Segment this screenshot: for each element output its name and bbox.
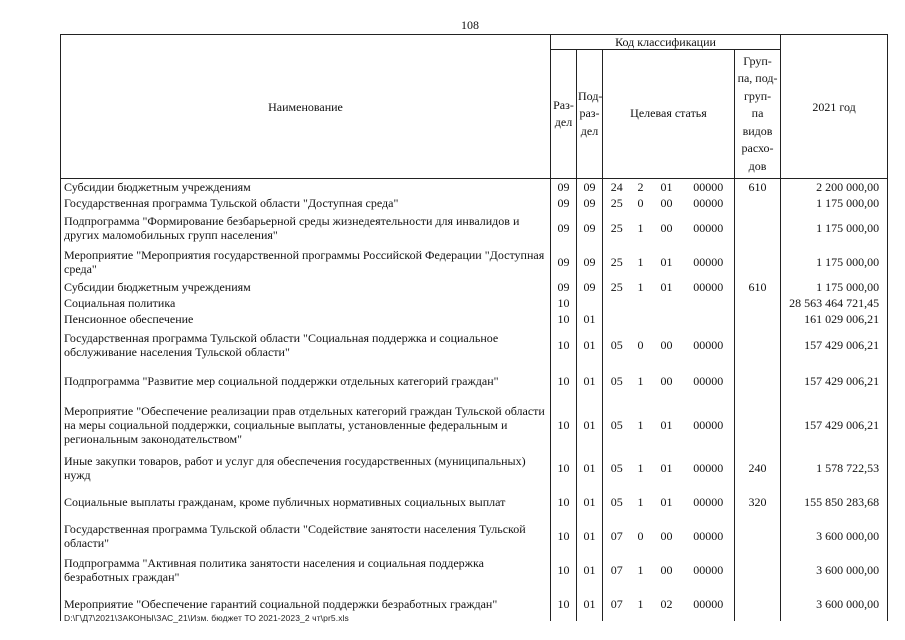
row-podrazdel: 01 <box>577 311 603 327</box>
row-cs-program: 07 <box>610 596 623 611</box>
row-podrazdel: 09 <box>577 211 603 245</box>
row-cs-direction: 00000 <box>693 254 724 269</box>
row-vid-rashodov <box>735 587 781 621</box>
row-podrazdel: 01 <box>577 553 603 587</box>
row-razdel: 09 <box>551 245 577 279</box>
row-amount: 1 578 722,53 <box>781 451 888 485</box>
row-vid-rashodov <box>735 327 781 363</box>
row-cs-subprogram: 1 <box>637 417 644 432</box>
row-razdel: 10 <box>551 451 577 485</box>
row-cs-direction: 00000 <box>693 337 724 352</box>
row-vid-rashodov <box>735 311 781 327</box>
table-row <box>61 195 888 211</box>
table-row <box>61 399 888 451</box>
row-razdel: 10 <box>551 587 577 621</box>
row-cs-program: 24 <box>610 179 623 194</box>
row-cs-program: 05 <box>610 494 623 509</box>
row-cs-program: 05 <box>610 417 623 432</box>
row-cs-subprogram: 1 <box>637 220 644 235</box>
row-podrazdel: 01 <box>577 519 603 553</box>
table-row <box>61 245 888 279</box>
table-body <box>61 179 888 621</box>
table-row <box>61 451 888 485</box>
row-cs-program: 25 <box>610 254 623 269</box>
row-name: Мероприятие "Обеспечение гарантий социальной поддержки безработных граждан" <box>61 587 551 621</box>
row-cs-direction: 00000 <box>693 460 724 475</box>
row-amount: 1 175 000,00 <box>781 211 888 245</box>
row-cs-subprogram: 1 <box>637 596 644 611</box>
row-cs-event: 00 <box>660 373 673 388</box>
header-razdel: Раз- дел <box>551 50 577 179</box>
footer-file-path: D:\Г\Д7\2021\ЗАКОНЫ\ЗАС_21\Изм. бюджет ТО 2021-2023_2 чт\pr5.xls <box>64 613 349 623</box>
row-cs-event: 00 <box>660 562 673 577</box>
header-podrazdel: Под- раз- дел <box>577 50 603 179</box>
row-razdel: 10 <box>551 295 577 311</box>
row-vid-rashodov: 610 <box>735 279 781 295</box>
table-row <box>61 363 888 399</box>
row-vid-rashodov <box>735 363 781 399</box>
table-row <box>61 485 888 519</box>
row-cs-event <box>651 311 683 327</box>
row-cs-subprogram: 1 <box>637 494 644 509</box>
row-cs-direction <box>683 295 735 311</box>
row-cs-subprogram: 1 <box>637 279 644 294</box>
row-razdel: 10 <box>551 327 577 363</box>
row-cs-subprogram: 0 <box>637 528 644 543</box>
row-amount: 3 600 000,00 <box>781 519 888 553</box>
row-vid-rashodov <box>735 211 781 245</box>
table-row <box>61 553 888 587</box>
row-cs-direction: 00000 <box>693 596 724 611</box>
row-name: Подпрограмма "Активная политика занятости населения и социальная поддержка безработных граждан" <box>61 553 551 587</box>
row-amount: 157 429 006,21 <box>781 399 888 451</box>
row-cs-subprogram: 0 <box>637 337 644 352</box>
row-podrazdel: 01 <box>577 363 603 399</box>
row-name: Иные закупки товаров, работ и услуг для обеспечения государственных (муниципальных) нужд <box>61 451 551 485</box>
row-cs-program: 07 <box>610 562 623 577</box>
row-name: Пенсионное обеспечение <box>61 311 551 327</box>
row-podrazdel <box>577 295 603 311</box>
row-razdel: 10 <box>551 553 577 587</box>
row-cs-program: 05 <box>610 337 623 352</box>
table-row <box>61 179 888 195</box>
row-name: Субсидии бюджетным учреждениям <box>61 179 551 195</box>
row-name: Государственная программа Тульской области "Социальная поддержка и социальное обслуживание населения Тульской области" <box>61 327 551 363</box>
row-amount: 1 175 000,00 <box>781 245 888 279</box>
row-cs-direction: 00000 <box>693 417 724 432</box>
row-podrazdel: 09 <box>577 179 603 195</box>
row-cs-subprogram: 1 <box>637 460 644 475</box>
row-vid-rashodov: 610 <box>735 179 781 195</box>
row-cs-event: 00 <box>660 528 673 543</box>
row-cs-subprogram: 2 <box>637 179 644 194</box>
row-cs-program <box>603 295 631 311</box>
row-razdel: 10 <box>551 399 577 451</box>
row-amount: 28 563 464 721,45 <box>781 295 888 311</box>
row-razdel: 09 <box>551 195 577 211</box>
row-podrazdel: 09 <box>577 195 603 211</box>
row-podrazdel: 01 <box>577 587 603 621</box>
table-header <box>61 35 888 179</box>
row-vid-rashodov <box>735 519 781 553</box>
row-name: Мероприятие "Обеспечение реализации прав отдельных категорий граждан Тульской области на меры социальной поддержки, социальные выплаты, установленные федеральным и региональным законодательством" <box>61 399 551 451</box>
row-cs-event: 00 <box>660 195 673 210</box>
table-row <box>61 279 888 295</box>
row-cs-program: 05 <box>610 460 623 475</box>
table-row <box>61 327 888 363</box>
row-cs-direction <box>683 311 735 327</box>
row-amount: 2 200 000,00 <box>781 179 888 195</box>
row-cs-direction: 00000 <box>693 528 724 543</box>
row-amount: 157 429 006,21 <box>781 363 888 399</box>
row-podrazdel: 09 <box>577 245 603 279</box>
row-amount: 157 429 006,21 <box>781 327 888 363</box>
row-cs-subprogram <box>631 295 651 311</box>
row-cs-program: 07 <box>610 528 623 543</box>
row-cs-event: 01 <box>660 179 673 194</box>
row-cs-event: 01 <box>660 460 673 475</box>
row-vid-rashodov: 240 <box>735 451 781 485</box>
row-cs-direction: 00000 <box>693 562 724 577</box>
row-cs-subprogram: 1 <box>637 562 644 577</box>
row-cs-program: 25 <box>610 220 623 235</box>
row-cs-direction: 00000 <box>693 279 724 294</box>
table-row <box>61 519 888 553</box>
row-cs-direction: 00000 <box>693 179 724 194</box>
page-number: 108 <box>461 18 479 32</box>
row-razdel: 09 <box>551 179 577 195</box>
row-vid-rashodov <box>735 245 781 279</box>
row-name: Социальные выплаты гражданам, кроме публичных нормативных социальных выплат <box>61 485 551 519</box>
row-cs-event <box>651 295 683 311</box>
table-row <box>61 311 888 327</box>
row-cs-event: 01 <box>660 279 673 294</box>
row-cs-event: 01 <box>660 254 673 269</box>
row-cs-event: 00 <box>660 220 673 235</box>
row-vid-rashodov <box>735 553 781 587</box>
row-amount: 3 600 000,00 <box>781 553 888 587</box>
row-cs-event: 02 <box>660 596 673 611</box>
header-gruppa: Груп- па, под- груп- па видов расхо- дов <box>735 50 781 179</box>
row-razdel: 09 <box>551 279 577 295</box>
row-cs-event: 00 <box>660 337 673 352</box>
row-cs-subprogram: 1 <box>637 373 644 388</box>
row-amount: 1 175 000,00 <box>781 195 888 211</box>
row-cs-event: 01 <box>660 417 673 432</box>
row-amount: 1 175 000,00 <box>781 279 888 295</box>
row-podrazdel: 01 <box>577 451 603 485</box>
row-razdel: 10 <box>551 519 577 553</box>
row-cs-subprogram: 0 <box>637 195 644 210</box>
row-cs-direction: 00000 <box>693 494 724 509</box>
row-vid-rashodov <box>735 399 781 451</box>
row-podrazdel: 01 <box>577 485 603 519</box>
table-row <box>61 295 888 311</box>
row-name: Подпрограмма "Развитие мер социальной поддержки отдельных категорий граждан" <box>61 363 551 399</box>
row-name: Государственная программа Тульской области "Доступная среда" <box>61 195 551 211</box>
row-razdel: 10 <box>551 485 577 519</box>
row-name: Государственная программа Тульской области "Содействие занятости населения Тульской области" <box>61 519 551 553</box>
row-name: Субсидии бюджетным учреждениям <box>61 279 551 295</box>
row-podrazdel: 01 <box>577 327 603 363</box>
row-name: Социальная политика <box>61 295 551 311</box>
row-amount: 155 850 283,68 <box>781 485 888 519</box>
row-cs-event: 01 <box>660 494 673 509</box>
row-amount: 3 600 000,00 <box>781 587 888 621</box>
row-name: Подпрограмма "Формирование безбарьерной среды жизнедеятельности для инвалидов и других маломобильных групп населения" <box>61 211 551 245</box>
row-name: Мероприятие "Мероприятия государственной программы Российской Федерации "Доступная среда" <box>61 245 551 279</box>
row-razdel: 10 <box>551 311 577 327</box>
header-code-group: Код классификации <box>551 35 781 50</box>
row-razdel: 10 <box>551 363 577 399</box>
header-celevaya: Целевая статья <box>603 50 735 179</box>
row-cs-subprogram <box>631 311 651 327</box>
row-vid-rashodov: 320 <box>735 485 781 519</box>
row-amount: 161 029 006,21 <box>781 311 888 327</box>
row-cs-direction: 00000 <box>693 373 724 388</box>
row-cs-program: 25 <box>610 279 623 294</box>
row-podrazdel: 01 <box>577 399 603 451</box>
header-year: 2021 год <box>781 35 888 179</box>
row-cs-program <box>603 311 631 327</box>
row-cs-program: 05 <box>610 373 623 388</box>
row-razdel: 09 <box>551 211 577 245</box>
row-cs-direction: 00000 <box>693 220 724 235</box>
row-cs-direction: 00000 <box>693 195 724 210</box>
row-vid-rashodov <box>735 295 781 311</box>
budget-table <box>60 34 888 621</box>
row-vid-rashodov <box>735 195 781 211</box>
row-cs-subprogram: 1 <box>637 254 644 269</box>
row-cs-program: 25 <box>610 195 623 210</box>
row-podrazdel: 09 <box>577 279 603 295</box>
table-row <box>61 211 888 245</box>
header-name: Наименование <box>61 35 551 179</box>
